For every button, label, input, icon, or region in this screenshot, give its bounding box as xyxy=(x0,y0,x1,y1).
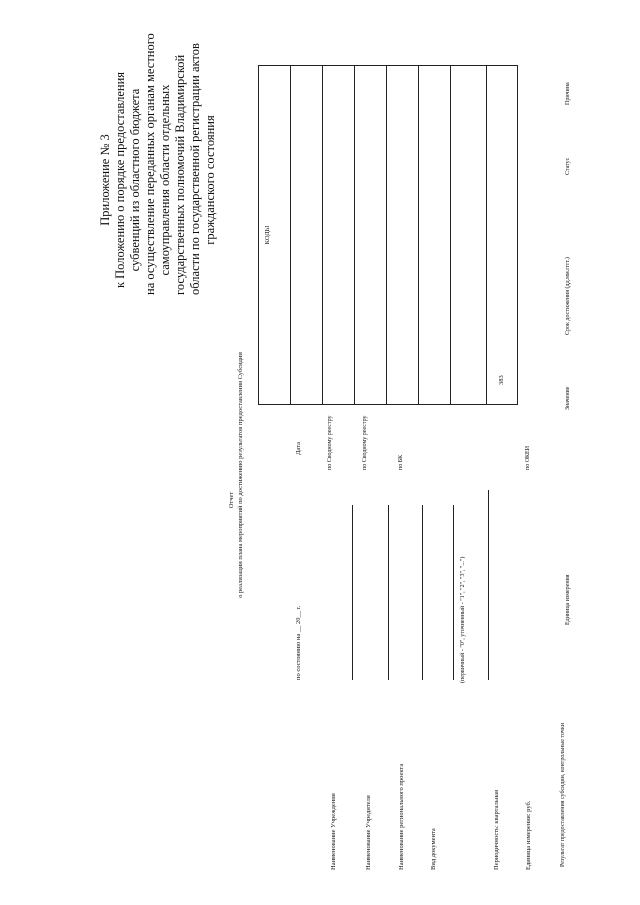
table-col-unit: Единица измерения xyxy=(565,574,571,625)
codes-row-line xyxy=(386,65,387,405)
codes-row-line xyxy=(354,65,355,405)
field-institution-label: Наименование Учреждения xyxy=(330,793,337,870)
codes-row-line xyxy=(418,65,419,405)
table-col-deadline: Срок достижения (дд.мм.гггг.) xyxy=(565,257,571,335)
field-project-label: Наименование регионального проекта xyxy=(398,763,405,870)
codes-header: КОДЫ xyxy=(264,225,271,245)
field-founder-label: Наименование Учредителя xyxy=(365,795,372,870)
report-date-line: по состоянию на __ 20__ г. xyxy=(295,605,302,680)
appendix-title: Приложение № 3 xyxy=(98,134,112,226)
field-unit-label: Единица измерения: руб. xyxy=(525,800,532,870)
field-doc-type-note: (первичный - "0", уточненный - "1", "2", "3", "...") xyxy=(460,556,466,683)
report-subtitle: о реализации плана мероприятий по достижению результатов предоставления Субсидии xyxy=(237,352,244,598)
table-col-status: Статус xyxy=(565,157,571,175)
field-founder-underline xyxy=(388,505,389,680)
field-doc-type-label: Вид документа xyxy=(430,828,437,870)
field-doc-type-underline xyxy=(453,505,454,680)
appendix-line-5: государственных полномочий Владимирской xyxy=(173,54,187,295)
codes-box xyxy=(258,65,518,405)
appendix-line-4: самоуправления области отдельных xyxy=(158,84,172,276)
field-unit-okei-label: по ОКЕИ xyxy=(525,445,531,470)
codes-row-line xyxy=(290,65,291,405)
table-col-reason: Причина xyxy=(565,82,571,105)
field-doc-type-underline-2 xyxy=(488,490,489,680)
appendix-line-7: гражданского состояния xyxy=(203,115,217,245)
codes-row-line xyxy=(322,65,323,405)
report-title: Отчет xyxy=(228,491,235,509)
appendix-line-2: субвенций из областного бюджета xyxy=(128,88,142,272)
field-periodicity-label: Периодичность: квартальная xyxy=(493,789,500,870)
date-label: Дата xyxy=(295,442,302,455)
table-col-result: Результат предоставления субсидии, контрольные точки xyxy=(560,723,566,867)
appendix-line-3: на осуществление переданных органам местного xyxy=(143,33,157,295)
field-institution-underline xyxy=(352,505,353,680)
field-project-underline xyxy=(422,505,423,680)
codes-row-line xyxy=(450,65,451,405)
okei-code: 383 xyxy=(498,375,505,385)
table-col-value: Значение xyxy=(565,386,571,410)
codes-row-line xyxy=(486,65,487,405)
field-project-bk-label: по БК xyxy=(398,454,404,470)
field-institution-register-label: по Сводному реестру xyxy=(327,415,333,470)
field-founder-register-label: по Сводному реестру xyxy=(362,415,368,470)
appendix-line-1: к Положению о порядке предоставления xyxy=(113,71,127,289)
appendix-line-6: области по государственной регистрации актов xyxy=(188,43,202,295)
